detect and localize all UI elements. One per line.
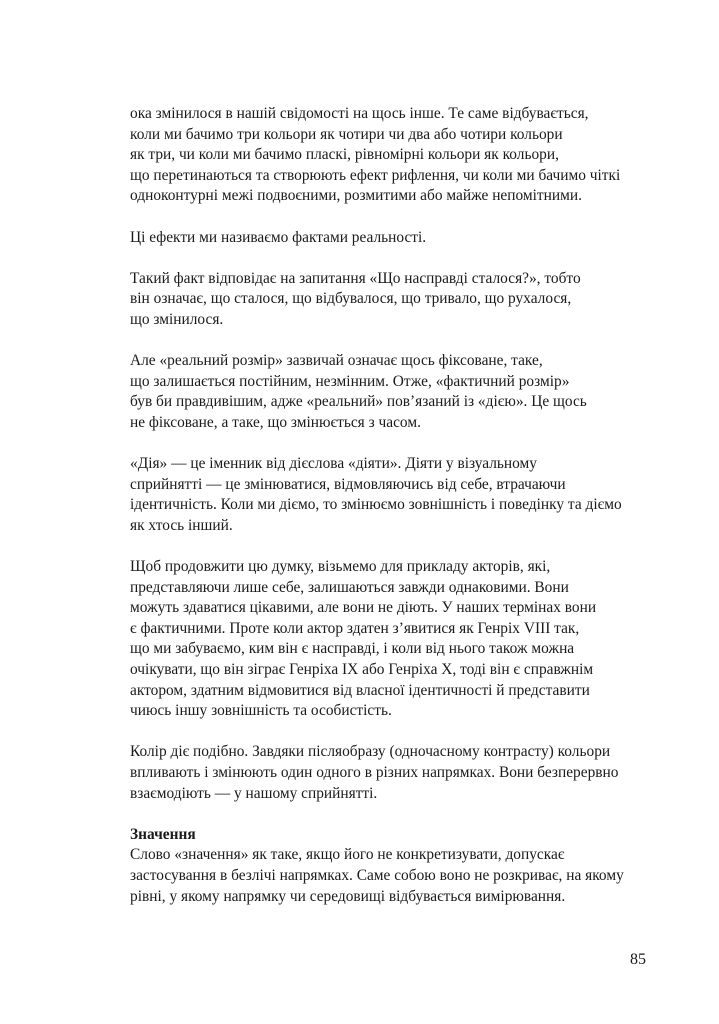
text-line: чиюсь іншу зовнішність та особистість. (130, 702, 392, 720)
page-body (130, 104, 670, 928)
text-line: представляючи лише себе, залишаються завжди однаковими. Вони (130, 578, 569, 596)
paragraph (130, 454, 670, 536)
text-line: «Дія» — це іменник від дієслова «діяти». Діяти у візуальному (130, 455, 537, 473)
text-line: сприйнятті — це змінюватися, відмовляючись від себе, втрачаючи (130, 475, 566, 493)
text-line: що ми забуваємо, ким він є насправді, і коли від нього також можна (130, 640, 575, 658)
text-line: що залишається постійним, незмінним. Отже, «фактичний розмір» (130, 372, 570, 390)
text-line: застосування в безлічі напрямках. Саме собою воно не розкриває, на якому (130, 866, 624, 884)
text-line: Слово «значення» як таке, якщо його не конкретизувати, допускає (130, 846, 565, 864)
paragraph (130, 228, 670, 249)
text-line: є фактичними. Проте коли актор здатен з’явитися як Генріх VIII так, (130, 619, 580, 637)
text-line: як три, чи коли ми бачимо пласкі, рівномірні кольори як кольори, (130, 146, 559, 164)
paragraph (130, 557, 670, 722)
text-line: не фіксоване, а таке, що змінюється з часом. (130, 413, 421, 431)
paragraph (130, 351, 670, 433)
text-line: взаємодіють — у нашому сприйнятті. (130, 784, 378, 802)
page-number: 85 (630, 951, 646, 968)
paragraph (130, 104, 670, 207)
text-line: Ці ефекти ми називаємо фактами реальності. (130, 228, 427, 246)
text-line: впливають і змінюють один одного в різних напрямках. Вони безперервно (130, 764, 619, 781)
text-line: був би правдивішим, адже «реальний» пов’язаний із «дією». Це щось (130, 393, 587, 411)
text-line: ока змінилося в нашій свідомості на щось інше. Те саме відбувається, (130, 105, 589, 122)
text-line: що змінилося. (130, 310, 224, 328)
paragraph (130, 742, 670, 804)
text-line: він означає, що сталося, що відбувалося, що тривало, що рухалося, (130, 290, 572, 308)
text-line: коли ми бачимо три кольори як чотири чи два або чотири кольори (130, 125, 563, 143)
text-line: Такий факт відповідає на запитання «Що насправді сталося?», тобто (130, 269, 581, 287)
text-line: актором, здатним відмовитися від власної ідентичності й представити (130, 681, 590, 699)
text-line: рівні, у якому напрямку чи середовищі відбувається вимірювання. (130, 887, 566, 905)
text-line: Колір діє подібно. Завдяки післяобразу (одночасному контрасту) кольори (130, 743, 611, 761)
text-line: ідентичність. Коли ми діємо, то змінюємо зовнішність і поведінку та діємо (130, 496, 622, 514)
text-line: очікувати, що він зіграє Генріха IX або Генріха X, тоді він є справжнім (130, 661, 594, 679)
paragraph (130, 269, 670, 331)
text-line: як хтось інший. (130, 516, 233, 534)
text-line: одноконтурні межі подвоєними, розмитими або майже непомітними. (130, 187, 582, 205)
section-heading: Значення (130, 825, 196, 843)
text-line: Але «реальний розмір» зазвичай означає щось фіксоване, таке, (130, 352, 543, 370)
section-meaning (130, 825, 670, 907)
text-line: що перетинаються та створюють ефект рифлення, чи коли ми бачимо чіткі (130, 166, 621, 184)
text-line: можуть здаватися цікавими, але вони не діють. У наших термінах вони (130, 599, 597, 617)
text-line: Щоб продовжити цю думку, візьмемо для прикладу акторів, які, (130, 558, 551, 576)
